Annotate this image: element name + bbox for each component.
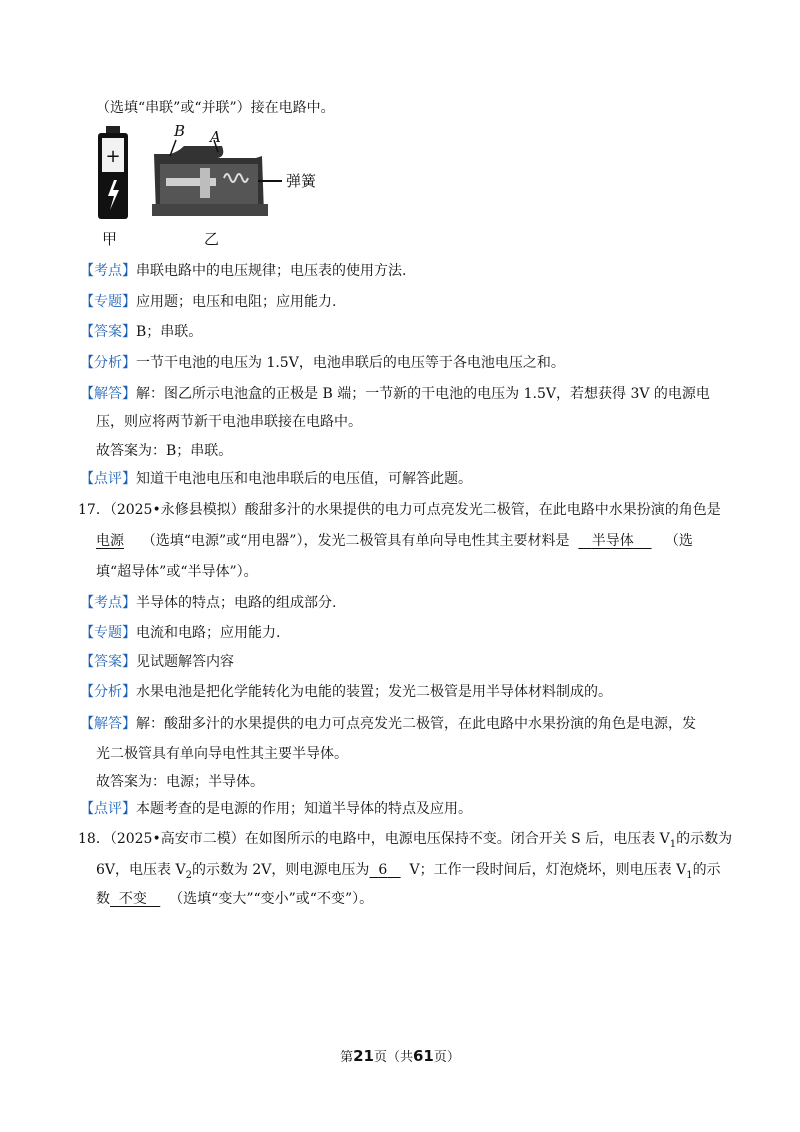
q16-zhuanti — [80, 292, 336, 312]
q17-jieda-cont: 光二极管具有单向导电性其主要半导体。 — [96, 746, 348, 762]
kaodian-text: 串联电路中的电压规律；电压表的使用方法. — [136, 263, 407, 279]
q18-blank-2 — [110, 891, 160, 907]
footer-prefix: 第 — [340, 1050, 354, 1065]
label-b: B — [174, 122, 186, 140]
label-yi: 乙 — [204, 230, 220, 248]
q16-kaodian — [80, 261, 406, 281]
q17-blank-2 — [578, 533, 651, 549]
q16-jieda — [80, 384, 710, 404]
q17-kaodian — [80, 593, 336, 613]
q17-zhuanti — [80, 623, 280, 643]
q17-question-line2 — [96, 531, 693, 551]
q17-dianping — [80, 799, 472, 819]
q17-blank-1: 电源 — [96, 533, 124, 549]
label-a: A — [210, 128, 221, 146]
q18-text-e: V；工作一段时间后，灯泡烧坏，则电压表 V — [409, 862, 687, 878]
q18-text-a: 18．（2025•高安市二模）在如图所示的电路中，电源电压保持不变。闭合开关 S 后，电压表 V — [78, 831, 670, 847]
q18-text-c: 6V，电压表 V — [96, 862, 186, 878]
zhuanti-tag: 【专题】 — [80, 294, 136, 310]
q17-text-end: （选 — [664, 533, 693, 549]
kaodian-tag: 【考点】 — [80, 595, 136, 611]
dianping-text: 本题考查的是电源的作用；知道半导体的特点及应用。 — [136, 801, 472, 817]
dianping-text: 知道干电池电压和电池串联后的电压值，可解答此题。 — [136, 471, 472, 487]
daan-text: 见试题解答内容 — [136, 654, 234, 670]
dianping-tag: 【点评】 — [80, 801, 136, 817]
zhuanti-tag: 【专题】 — [80, 625, 136, 641]
battery-terminal-icon — [106, 126, 120, 133]
q16-guda: 故答案为：B；串联。 — [96, 443, 233, 459]
fenxi-text: 一节干电池的电压为 1.5V，电池串联后的电压等于各电池电压之和。 — [136, 355, 565, 371]
svg-text:+: + — [105, 146, 121, 167]
q18-text-d: 的示数为 2V，则电源电压为 — [191, 862, 370, 878]
fenxi-tag: 【分析】 — [80, 355, 136, 371]
total-pages: 61 — [413, 1047, 434, 1065]
q17-guda: 故答案为：电源；半导体。 — [96, 774, 264, 790]
q18-text-g: 数 — [96, 891, 110, 907]
q16-fenxi — [80, 353, 565, 373]
fenxi-text: 水果电池是把化学能转化为电能的装置；发光二极管是用半导体材料制成的。 — [136, 684, 612, 700]
q17-jieda — [80, 714, 696, 734]
q17-text-mid: （选填“电源”或“用电器”），发光二极管具有单向导电性其主要材料是 — [141, 533, 570, 549]
daan-tag: 【答案】 — [80, 324, 136, 340]
q18-sub-2: 2 — [185, 869, 192, 881]
q18-blank-1-text: 6 — [378, 862, 388, 878]
label-spring: 弹簧 — [286, 172, 317, 190]
q16-daan — [80, 322, 202, 342]
jieda-tag: 【解答】 — [80, 716, 136, 732]
q17-question-line3: 填“超导体”或“半导体”）。 — [96, 564, 258, 580]
q17-blank-2-text: 半导体 — [591, 533, 634, 549]
fenxi-tag: 【分析】 — [80, 684, 136, 700]
label-jia: 甲 — [102, 230, 118, 248]
zhuanti-text: 应用题；电压和电阻；应用能力. — [136, 294, 337, 310]
footer-suffix: 页） — [433, 1050, 460, 1065]
q18-text-f: 的示 — [692, 862, 721, 878]
jieda-tag: 【解答】 — [80, 386, 136, 402]
daan-tag: 【答案】 — [80, 654, 136, 670]
page-number: 21 — [353, 1047, 374, 1065]
kaodian-tag: 【考点】 — [80, 263, 136, 279]
jieda-text: 解：图乙所示电池盒的正极是 B 端；一节新的干电池的电压为 1.5V，若想获得 3V 的电源电 — [136, 386, 710, 402]
zhuanti-text: 电流和电路；应用能力. — [136, 625, 281, 641]
jieda-text: 解：酸甜多汁的水果提供的电力可点亮发光二极管，在此电路中水果扮演的角色是电源，发 — [136, 716, 696, 732]
q17-daan — [80, 652, 234, 672]
q18-text-b: 的示数为 — [676, 831, 733, 847]
intro-line: （选填“串联”或“并联”）接在电路中。 — [96, 100, 335, 116]
daan-text: B；串联。 — [136, 324, 203, 340]
q18-sub-1: 1 — [669, 838, 677, 850]
q18-blank-2-text: 不变 — [118, 891, 147, 907]
q18-question-line2 — [96, 860, 721, 886]
q18-sub-3: 1 — [686, 869, 693, 881]
kaodian-text: 半导体的特点；电路的组成部分. — [136, 595, 337, 611]
q18-question-line3 — [96, 889, 373, 909]
page-footer — [0, 1046, 800, 1065]
q18-text-h: （选填“变大”“变小”或“不变”）。 — [169, 891, 374, 907]
q17-fenxi — [80, 682, 612, 702]
battery-figure — [96, 122, 336, 251]
footer-mid: 页（共 — [373, 1050, 413, 1065]
q16-jieda-cont: 压，则应将两节新干电池串联接在电路中。 — [96, 414, 362, 430]
q18-question — [78, 829, 732, 855]
q18-blank-1 — [369, 862, 400, 878]
q16-dianping — [80, 469, 472, 489]
q17-question: 17．（2025•永修县模拟）酸甜多汁的水果提供的电力可点亮发光二极管，在此电路中水果扮演的角色是 — [78, 502, 721, 518]
dianping-tag: 【点评】 — [80, 471, 136, 487]
